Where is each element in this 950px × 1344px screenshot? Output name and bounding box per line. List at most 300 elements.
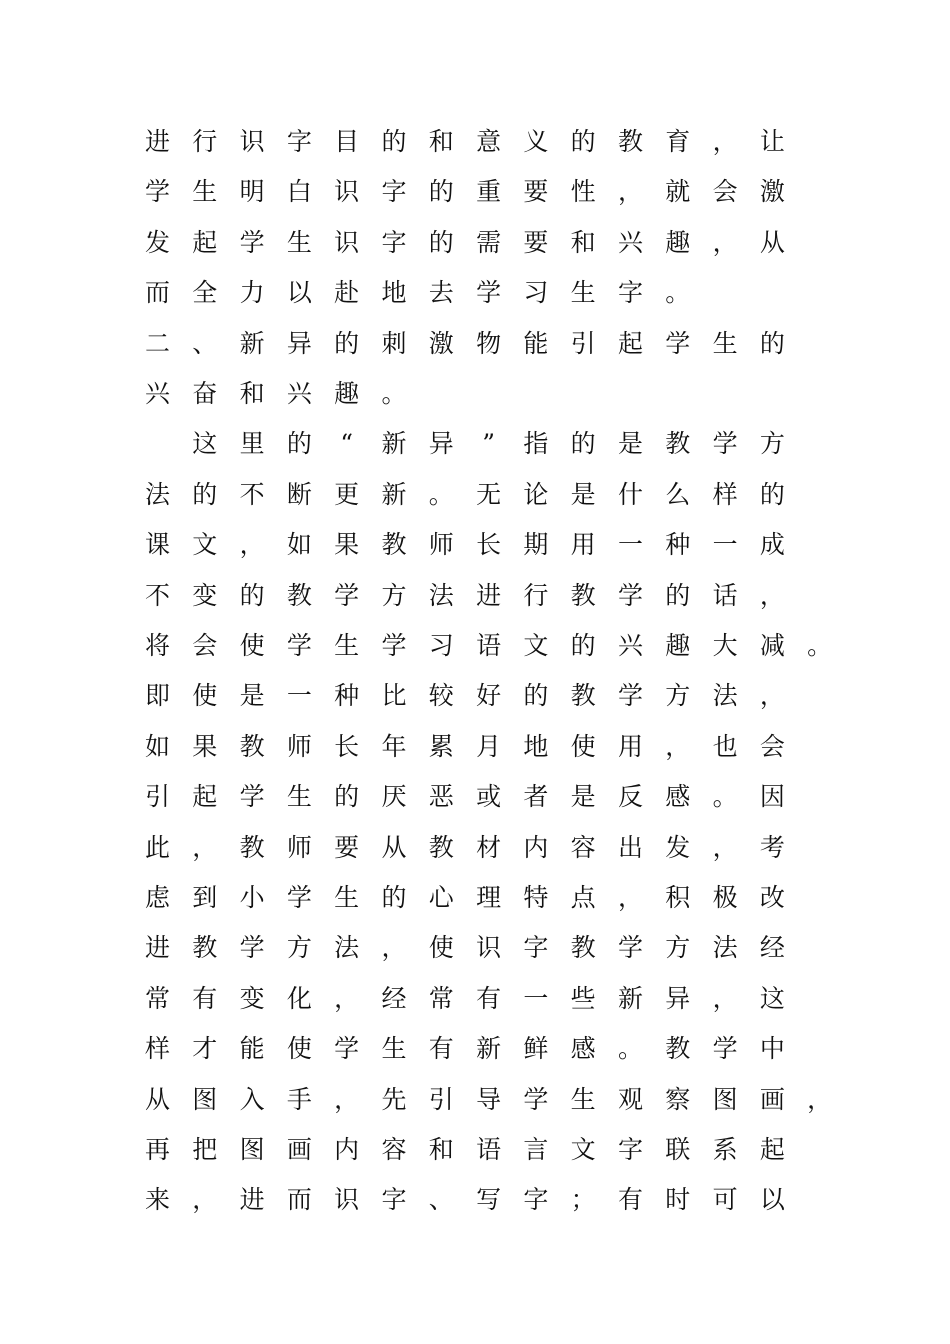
text-glyph: ， [712, 832, 738, 862]
text-glyph: 把 [192, 1135, 218, 1164]
text-glyph: 赴 [334, 278, 360, 308]
text-glyph: 反 [617, 782, 643, 812]
text-glyph: 文 [523, 631, 549, 660]
text-glyph: 全 [192, 278, 218, 308]
text-line [134, 419, 834, 469]
text-glyph: 识 [334, 177, 360, 207]
text-glyph: ， [665, 731, 691, 761]
text-glyph: 字 [523, 1185, 549, 1215]
text-glyph: 些 [570, 983, 596, 1013]
text-glyph: 中 [759, 1034, 785, 1064]
text-glyph: 特 [523, 883, 549, 912]
text-glyph: 新 [617, 983, 643, 1013]
text-glyph: 材 [476, 832, 502, 862]
text-glyph: 激 [759, 177, 785, 207]
text-glyph: 长 [476, 530, 502, 560]
text-line [134, 621, 834, 671]
text-line [134, 218, 834, 268]
text-glyph: 学 [617, 681, 643, 711]
text-glyph: ， [239, 530, 265, 560]
text-glyph: 起 [617, 328, 643, 358]
text-glyph: 字 [617, 278, 643, 308]
text-glyph: ” [482, 429, 495, 459]
text-glyph: 新 [476, 1034, 502, 1064]
text-glyph: 。 [712, 782, 738, 812]
text-glyph: 异 [428, 429, 454, 459]
text-glyph: 恶 [428, 782, 454, 812]
text-glyph: 生 [334, 883, 360, 912]
text-line [134, 369, 834, 419]
text-glyph: 的 [381, 127, 407, 156]
text-glyph: 使 [192, 681, 218, 711]
text-glyph: 容 [381, 1135, 407, 1164]
text-glyph: 兴 [617, 227, 643, 257]
text-glyph: 方 [665, 681, 691, 711]
text-glyph: 新 [381, 429, 407, 459]
text-glyph: 好 [476, 681, 502, 711]
text-glyph: 画 [286, 1135, 312, 1164]
text-glyph: 长 [334, 731, 360, 761]
text-glyph: 教 [665, 429, 691, 459]
text-glyph: 种 [665, 530, 691, 560]
text-glyph: 考 [759, 832, 785, 862]
text-glyph: 字 [381, 1185, 407, 1215]
text-glyph: 方 [665, 933, 691, 963]
text-line [134, 823, 834, 873]
text-glyph: 生 [570, 278, 596, 308]
text-glyph: 、 [428, 1185, 454, 1215]
text-glyph: 课 [144, 530, 170, 560]
text-glyph: 兴 [617, 631, 643, 660]
text-glyph: 刺 [381, 328, 407, 358]
text-glyph: 趣 [334, 379, 360, 408]
text-glyph: 兴 [144, 379, 170, 408]
text-glyph: 可 [712, 1185, 738, 1215]
text-glyph: 用 [570, 530, 596, 560]
text-glyph: 法 [428, 580, 454, 610]
text-glyph: ， [712, 127, 738, 156]
text-glyph: 需 [476, 227, 502, 257]
text-glyph: 样 [144, 1034, 170, 1064]
text-glyph: 学 [476, 278, 502, 308]
text-glyph: 如 [144, 731, 170, 761]
text-glyph: ， [712, 983, 738, 1013]
text-glyph: 样 [712, 479, 738, 509]
text-glyph: 学 [617, 580, 643, 610]
text-glyph: 的 [334, 328, 360, 358]
text-glyph: 出 [617, 832, 643, 862]
text-glyph: 就 [665, 177, 691, 207]
text-glyph: 行 [192, 127, 218, 156]
text-glyph: 教 [381, 530, 407, 560]
text-glyph: 的 [570, 429, 596, 459]
text-glyph: 言 [523, 1135, 549, 1164]
text-glyph: 起 [192, 782, 218, 812]
text-glyph: 即 [144, 681, 170, 711]
text-glyph: ； [570, 1185, 596, 1215]
text-glyph: ， [759, 681, 785, 711]
text-glyph: 期 [523, 530, 549, 560]
text-glyph: 图 [712, 1084, 738, 1114]
text-glyph: 联 [665, 1135, 691, 1164]
text-glyph: 师 [428, 530, 454, 560]
text-glyph: 能 [239, 1034, 265, 1064]
text-glyph: 里 [239, 429, 265, 459]
text-glyph: 手 [286, 1084, 312, 1114]
text-glyph: 此 [144, 832, 170, 862]
text-glyph: 趣 [665, 631, 691, 660]
text-glyph: 和 [428, 1135, 454, 1164]
text-line [134, 117, 834, 167]
text-glyph: 的 [570, 631, 596, 660]
text-glyph: 小 [239, 883, 265, 912]
text-glyph: 指 [523, 429, 549, 459]
text-glyph: ， [759, 580, 785, 610]
text-glyph: 目 [334, 127, 360, 156]
text-glyph: 生 [286, 782, 312, 812]
text-glyph: 有 [617, 1185, 643, 1215]
text-glyph: 才 [192, 1034, 218, 1064]
text-glyph: ， [334, 1084, 360, 1114]
text-glyph: 一 [617, 530, 643, 560]
text-glyph: 异 [286, 328, 312, 358]
text-glyph: 的 [286, 429, 312, 459]
text-glyph: 重 [476, 177, 502, 207]
text-glyph: 进 [144, 933, 170, 963]
text-glyph: 引 [428, 1084, 454, 1114]
text-glyph: 以 [286, 278, 312, 308]
text-glyph: ， [192, 1185, 218, 1215]
text-glyph: 和 [570, 227, 596, 257]
text-glyph: 一 [712, 530, 738, 560]
text-glyph: 行 [523, 580, 549, 610]
text-glyph: 时 [665, 1185, 691, 1215]
text-line [134, 722, 834, 772]
text-glyph: 法 [712, 681, 738, 711]
text-glyph: 学 [665, 328, 691, 358]
text-line [134, 1024, 834, 1074]
text-glyph: 学 [523, 1084, 549, 1114]
text-glyph: 年 [381, 731, 407, 761]
text-glyph: ， [334, 983, 360, 1013]
text-glyph: 导 [476, 1084, 502, 1114]
text-glyph: 种 [334, 681, 360, 711]
text-glyph: 减 [759, 631, 785, 660]
text-glyph: 要 [523, 227, 549, 257]
text-glyph: 从 [144, 1084, 170, 1114]
text-glyph: 教 [570, 933, 596, 963]
text-line [134, 1125, 834, 1175]
text-glyph: 进 [239, 1185, 265, 1215]
text-line [134, 571, 834, 621]
text-glyph: 教 [665, 1034, 691, 1064]
text-glyph: 物 [476, 328, 502, 358]
text-glyph: 要 [523, 177, 549, 207]
text-glyph: 而 [286, 1185, 312, 1215]
text-glyph: 兴 [286, 379, 312, 408]
text-glyph: 要 [334, 832, 360, 862]
text-glyph: 学 [712, 429, 738, 459]
text-glyph: 从 [759, 227, 785, 257]
text-glyph: 无 [476, 479, 502, 509]
text-glyph: 新 [239, 328, 265, 358]
text-glyph: 字 [381, 177, 407, 207]
text-glyph: 学 [381, 631, 407, 660]
text-glyph: 让 [759, 127, 785, 156]
text-glyph: 学 [334, 1034, 360, 1064]
text-glyph: 感 [665, 782, 691, 812]
text-glyph: 奋 [192, 379, 218, 408]
text-glyph: 不 [144, 580, 170, 610]
text-glyph: 者 [523, 782, 549, 812]
text-line [134, 520, 834, 570]
text-glyph: 果 [192, 731, 218, 761]
text-glyph: 激 [428, 328, 454, 358]
text-glyph: 图 [192, 1084, 218, 1114]
text-glyph: 生 [334, 631, 360, 660]
text-glyph: 厌 [381, 782, 407, 812]
text-glyph: 教 [192, 933, 218, 963]
text-glyph: 是 [617, 429, 643, 459]
text-glyph: 有 [476, 983, 502, 1013]
text-glyph: 字 [381, 227, 407, 257]
text-glyph: 的 [192, 479, 218, 509]
text-glyph: 字 [617, 1135, 643, 1164]
text-glyph: 断 [286, 479, 312, 509]
text-glyph: 一 [286, 681, 312, 711]
text-glyph: 入 [239, 1084, 265, 1114]
text-line [134, 167, 834, 217]
text-glyph: 这 [192, 429, 218, 459]
text-glyph: 师 [286, 832, 312, 862]
text-glyph: 生 [381, 1034, 407, 1064]
text-glyph: 察 [665, 1084, 691, 1114]
text-glyph: 经 [759, 933, 785, 963]
text-glyph: 的 [570, 127, 596, 156]
text-glyph: 二 [144, 328, 170, 358]
text-glyph: 常 [428, 983, 454, 1013]
text-glyph: 用 [617, 731, 643, 761]
text-line [134, 268, 834, 318]
text-glyph: 大 [712, 631, 738, 660]
text-glyph: 话 [712, 580, 738, 610]
text-glyph: 较 [428, 681, 454, 711]
text-glyph: 起 [192, 227, 218, 257]
text-glyph: 化 [286, 983, 312, 1013]
text-glyph: 教 [428, 832, 454, 862]
text-glyph: 教 [570, 580, 596, 610]
text-glyph: 和 [239, 379, 265, 408]
text-glyph: 理 [476, 883, 502, 912]
text-glyph: 改 [759, 883, 785, 912]
text-glyph: 异 [665, 983, 691, 1013]
text-glyph: 学 [286, 631, 312, 660]
text-glyph: 地 [523, 731, 549, 761]
text-glyph: 法 [144, 479, 170, 509]
text-glyph: 也 [712, 731, 738, 761]
text-glyph: 系 [712, 1135, 738, 1164]
text-glyph: 的 [239, 580, 265, 610]
text-glyph: 识 [334, 1185, 360, 1215]
text-glyph: 育 [665, 127, 691, 156]
text-glyph: 月 [476, 731, 502, 761]
text-glyph: 。 [617, 1034, 643, 1064]
text-glyph: 引 [144, 782, 170, 812]
text-glyph: 积 [665, 883, 691, 912]
text-glyph: 使 [428, 933, 454, 963]
text-glyph: 或 [476, 782, 502, 812]
text-glyph: 义 [523, 127, 549, 156]
text-glyph: 是 [570, 782, 596, 812]
text-glyph: 心 [428, 883, 454, 912]
text-glyph: 语 [476, 631, 502, 660]
text-glyph: 有 [428, 1034, 454, 1064]
text-glyph: 再 [144, 1135, 170, 1164]
text-glyph: 识 [239, 127, 265, 156]
text-glyph: 从 [381, 832, 407, 862]
text-glyph: 学 [617, 933, 643, 963]
text-glyph: 去 [428, 278, 454, 308]
text-glyph: 变 [192, 580, 218, 610]
text-glyph: 语 [476, 1135, 502, 1164]
text-glyph: 。 [807, 631, 833, 660]
text-glyph: 学 [239, 933, 265, 963]
text-glyph: 么 [665, 479, 691, 509]
text-glyph: ， [712, 227, 738, 257]
text-glyph: 师 [286, 731, 312, 761]
text-glyph: 引 [570, 328, 596, 358]
text-glyph: 的 [523, 681, 549, 711]
text-line [134, 873, 834, 923]
text-glyph: 能 [523, 328, 549, 358]
text-glyph: 来 [144, 1185, 170, 1215]
text-glyph: 法 [334, 933, 360, 963]
text-glyph: 是 [239, 681, 265, 711]
text-glyph: 字 [286, 127, 312, 156]
text-glyph: 识 [476, 933, 502, 963]
text-line [134, 319, 834, 369]
text-glyph: ， [192, 832, 218, 862]
text-glyph: 果 [334, 530, 360, 560]
text-glyph: 生 [712, 328, 738, 358]
text-glyph: 新 [381, 479, 407, 509]
text-glyph: 使 [286, 1034, 312, 1064]
text-glyph: 累 [428, 731, 454, 761]
text-glyph: 文 [192, 530, 218, 560]
text-line [134, 772, 834, 822]
text-glyph: 内 [334, 1135, 360, 1164]
text-glyph: 学 [144, 177, 170, 207]
text-glyph: 学 [286, 883, 312, 912]
text-glyph: 起 [759, 1135, 785, 1164]
text-line [134, 671, 834, 721]
text-glyph: 有 [192, 983, 218, 1013]
text-glyph: 。 [381, 379, 407, 408]
text-glyph: 极 [712, 883, 738, 912]
text-glyph: 。 [428, 479, 454, 509]
text-glyph: ， [617, 177, 643, 207]
text-line [134, 923, 834, 973]
text-glyph: 趣 [665, 227, 691, 257]
text-glyph: 文 [570, 1135, 596, 1164]
text-glyph: 而 [144, 278, 170, 308]
text-glyph: 以 [759, 1185, 785, 1215]
text-glyph: 。 [665, 278, 691, 308]
text-glyph: 的 [759, 479, 785, 509]
text-glyph: 方 [759, 429, 785, 459]
text-glyph: 进 [476, 580, 502, 610]
text-glyph: 不 [239, 479, 265, 509]
text-glyph: 这 [759, 983, 785, 1013]
text-glyph: 图 [239, 1135, 265, 1164]
text-glyph: 论 [523, 479, 549, 509]
text-glyph: 容 [570, 832, 596, 862]
text-glyph: 生 [192, 177, 218, 207]
text-glyph: 会 [759, 731, 785, 761]
text-glyph: 经 [381, 983, 407, 1013]
text-glyph: 学 [239, 227, 265, 257]
text-glyph: 因 [759, 782, 785, 812]
text-glyph: 白 [286, 177, 312, 207]
text-glyph: “ [340, 429, 354, 459]
text-glyph: 的 [428, 227, 454, 257]
text-glyph: 的 [381, 883, 407, 912]
text-glyph: 如 [286, 530, 312, 560]
text-glyph: 观 [617, 1084, 643, 1114]
text-glyph: 习 [428, 631, 454, 660]
text-glyph: 习 [523, 278, 549, 308]
text-glyph: 使 [570, 731, 596, 761]
text-glyph: 感 [570, 1034, 596, 1064]
text-glyph: 教 [239, 731, 265, 761]
text-glyph: 点 [570, 883, 596, 912]
text-glyph: 的 [334, 782, 360, 812]
text-glyph: 、 [192, 328, 218, 358]
text-glyph: 写 [476, 1185, 502, 1215]
text-glyph: 是 [570, 479, 596, 509]
text-line [134, 1075, 834, 1125]
text-glyph: 先 [381, 1084, 407, 1114]
text-glyph: 方 [381, 580, 407, 610]
text-glyph: 地 [381, 278, 407, 308]
text-glyph: 成 [759, 530, 785, 560]
text-glyph: 进 [144, 127, 170, 156]
text-glyph: 发 [665, 832, 691, 862]
text-glyph: ， [381, 933, 407, 963]
text-glyph: 内 [523, 832, 549, 862]
text-glyph: 方 [286, 933, 312, 963]
text-glyph: 教 [617, 127, 643, 156]
text-glyph: 生 [570, 1084, 596, 1114]
text-glyph: 性 [570, 177, 596, 207]
text-glyph: 识 [334, 227, 360, 257]
text-glyph: 的 [759, 328, 785, 358]
text-glyph: 学 [239, 782, 265, 812]
text-line [134, 1175, 834, 1225]
text-glyph: 的 [428, 177, 454, 207]
text-glyph: 一 [523, 983, 549, 1013]
text-glyph: 使 [239, 631, 265, 660]
text-glyph: 虑 [144, 883, 170, 912]
text-glyph: 变 [239, 983, 265, 1013]
text-glyph: ， [617, 883, 643, 912]
text-glyph: 学 [712, 1034, 738, 1064]
text-glyph: 什 [617, 479, 643, 509]
text-glyph: 会 [192, 631, 218, 660]
text-line [134, 470, 834, 520]
text-glyph: 将 [144, 631, 170, 660]
text-glyph: 更 [334, 479, 360, 509]
